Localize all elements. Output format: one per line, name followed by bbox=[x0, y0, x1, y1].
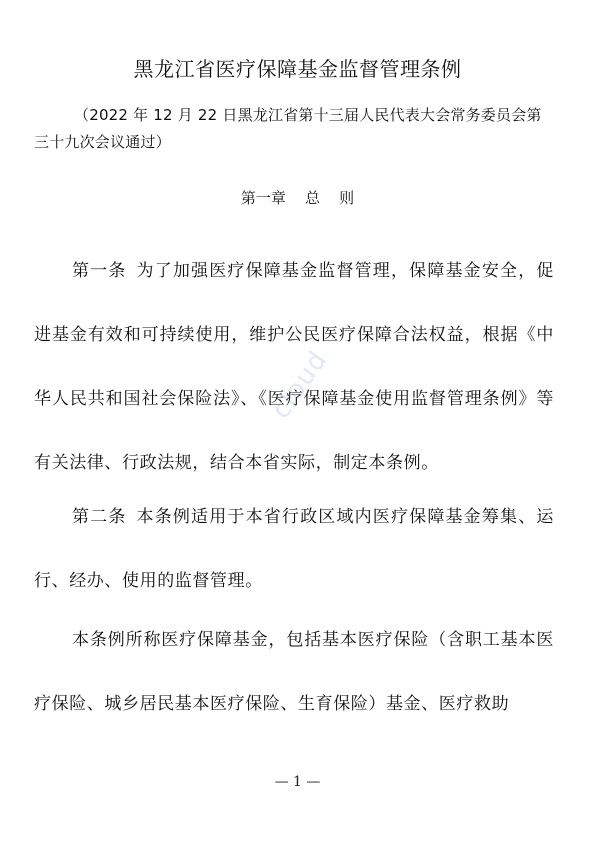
article-2 bbox=[34, 485, 554, 613]
document-title: 黑龙江省医疗保障基金监督管理条例 bbox=[133, 57, 462, 81]
article-2-number: 第二条 bbox=[72, 507, 127, 527]
article-1 bbox=[34, 239, 554, 495]
article-2-text: 本条例适用于本省行政区域内医疗保障基金筹集、运行、经办、使用的监督管理。 bbox=[34, 507, 554, 591]
chapter-heading: 第一章 总 则 bbox=[240, 189, 355, 207]
article-1-text: 为了加强医疗保障基金监督管理，保障基金安全，促进基金有效和可持续使用，维护公民医疗保障合法权益，根据《中华人民共和国社会保险法》、《医疗保障基金使用监督管理条例》等有关法律、行政法规，结合本省实际，制定本条例。 bbox=[34, 261, 554, 473]
article-2-paragraph-2: 本条例所称医疗保障基金，包括基本医疗保险（含职工基本医疗保险、城乡居民基本医疗保险、生育保险）基金、医疗救助 bbox=[34, 630, 554, 714]
page-number: — 1 — bbox=[274, 774, 321, 790]
watermark-logo: cloud bbox=[265, 345, 334, 425]
adoption-note: （2022 年 12 月 22 日黑龙江省第十三届人民代表大会常务委员会第三十九次会议通过） bbox=[34, 106, 542, 151]
article-1-number: 第一条 bbox=[72, 261, 127, 281]
